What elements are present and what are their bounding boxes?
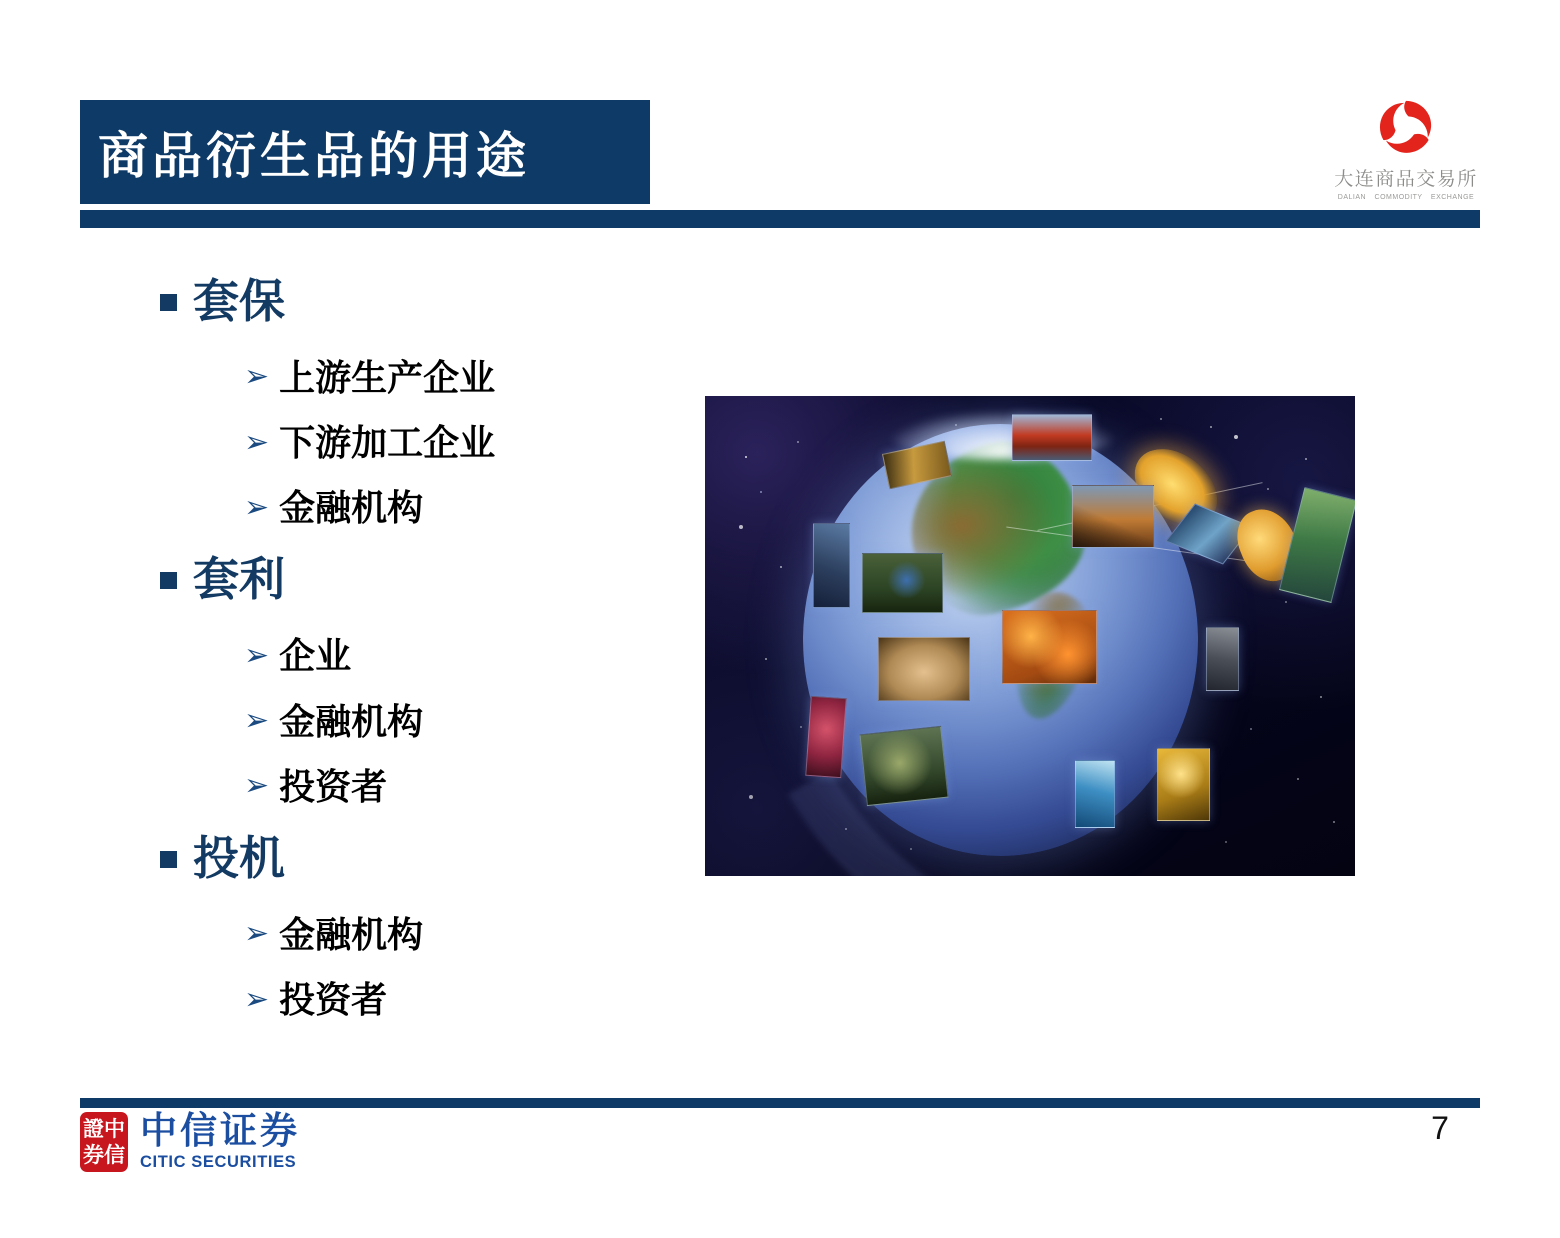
arrow-bullet-icon: ➢ xyxy=(244,490,270,524)
bullet-list xyxy=(160,276,720,1044)
arrow-bullet-icon: ➢ xyxy=(244,704,270,738)
list-item xyxy=(244,422,720,465)
thumbnail-oil-pump xyxy=(1072,485,1154,548)
arrow-bullet-icon: ➢ xyxy=(244,917,270,951)
arrow-bullet-icon: ➢ xyxy=(244,638,270,672)
page-title: 商品衍生品的用途 xyxy=(98,128,530,184)
thumbnail-oranges xyxy=(1002,610,1097,684)
seal-char: 證 xyxy=(83,1116,104,1141)
thumbnail-water xyxy=(1075,760,1115,828)
title-banner xyxy=(80,100,650,204)
thumbnail-wheat xyxy=(859,726,948,806)
list-item xyxy=(244,766,720,809)
section-header-speculation xyxy=(160,833,720,886)
header-divider-bar xyxy=(80,210,1480,228)
list-item xyxy=(244,979,720,1022)
seal-char: 信 xyxy=(104,1142,125,1167)
list-item-label: 金融机构 xyxy=(279,488,424,529)
red-swirl-icon xyxy=(1377,98,1435,156)
arrow-bullet-icon: ➢ xyxy=(244,982,270,1016)
list-item xyxy=(244,635,720,678)
thumbnail-mountain xyxy=(813,523,850,608)
thumbnail-livestock xyxy=(878,637,970,701)
citic-logo xyxy=(80,1112,300,1172)
list-item xyxy=(244,701,720,744)
square-bullet-icon xyxy=(160,851,177,868)
footer-divider-line xyxy=(80,1098,1480,1108)
arrow-bullet-icon: ➢ xyxy=(244,425,270,459)
thumbnail-flowers xyxy=(805,696,846,778)
globe-commodities-image xyxy=(705,396,1355,876)
dce-logo xyxy=(1328,98,1484,201)
dce-name-en: DALIAN COMMODITY EXCHANGE xyxy=(1337,194,1475,201)
section-header-arbitrage xyxy=(160,554,720,607)
thumbnail-gold-coins xyxy=(1157,748,1210,821)
citic-seal-icon xyxy=(80,1112,128,1172)
square-bullet-icon xyxy=(160,294,177,311)
page-number: 7 xyxy=(1431,1110,1449,1146)
section-label: 套保 xyxy=(193,276,285,327)
list-item xyxy=(244,357,720,400)
section-label: 套利 xyxy=(193,554,285,606)
arrow-bullet-icon: ➢ xyxy=(244,769,270,803)
seal-char: 中 xyxy=(104,1116,125,1141)
list-item-label: 上游生产企业 xyxy=(279,357,496,398)
list-item-label: 下游加工企业 xyxy=(279,423,496,464)
list-item xyxy=(244,487,720,530)
list-item-label: 企业 xyxy=(279,636,352,677)
citic-name-en: CITIC SECURITIES xyxy=(140,1152,297,1171)
list-item-label: 投资者 xyxy=(279,766,388,807)
list-item-label: 金融机构 xyxy=(279,701,424,742)
thumbnail-miner xyxy=(1206,627,1239,691)
section-label: 投机 xyxy=(193,832,285,884)
seal-char: 券 xyxy=(83,1142,104,1167)
list-item-label: 金融机构 xyxy=(279,914,424,955)
list-item-label: 投资者 xyxy=(279,979,388,1020)
square-bullet-icon xyxy=(160,572,177,589)
thumbnail-truck xyxy=(1012,414,1092,461)
section-header-hedging xyxy=(160,276,720,329)
list-item xyxy=(244,914,720,957)
arrow-bullet-icon: ➢ xyxy=(244,360,270,394)
dce-name-cn: 大连商品交易所 xyxy=(1334,169,1478,190)
stars-decoration xyxy=(705,396,707,398)
citic-name-cn: 中信证券 xyxy=(140,1110,300,1152)
thumbnail-farmer xyxy=(862,553,943,613)
